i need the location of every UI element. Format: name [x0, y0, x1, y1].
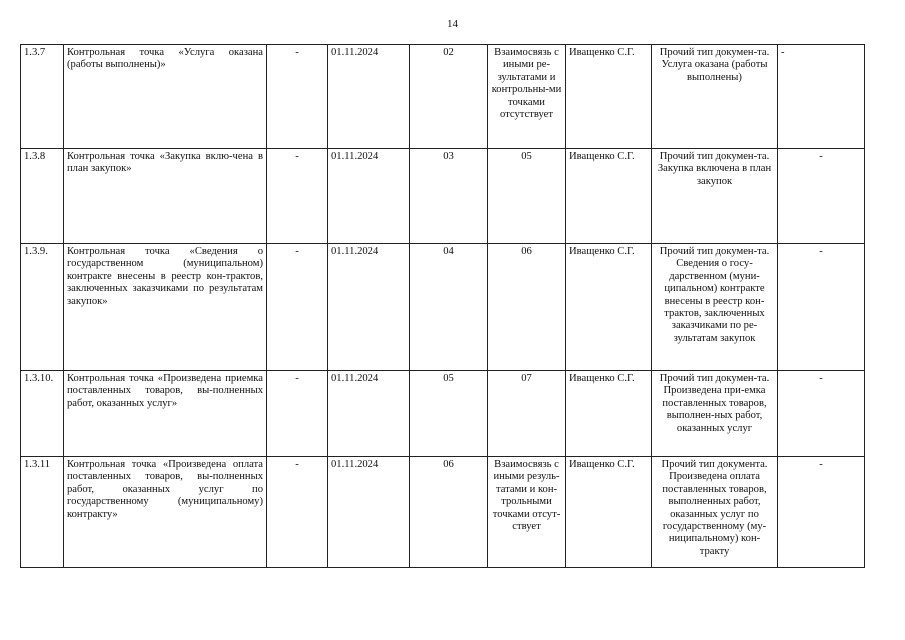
- document-type: Прочий тип докумен-та. Произведена при-емка поставленных товаров, выполнен-ных работ, оказанных услуг: [652, 371, 778, 457]
- control-points-table: [20, 44, 865, 568]
- row-number: 1.3.11: [21, 457, 64, 568]
- base-value-cell: -: [267, 149, 328, 244]
- information-system-cell: -: [778, 45, 865, 149]
- deadline-date: 01.11.2024: [328, 244, 410, 371]
- document-type: Прочий тип докумен-та. Закупка включена в план закупок: [652, 149, 778, 244]
- row-number: 1.3.9.: [21, 244, 64, 371]
- row-number: 1.3.8: [21, 149, 64, 244]
- control-point-name: Контрольная точка «Произведена приемка поставленных товаров, вы-полненных работ, оказанных услуг»: [64, 371, 267, 457]
- row-number: 1.3.7: [21, 45, 64, 149]
- relation-cell: 06: [488, 244, 566, 371]
- document-type: Прочий тип документа. Произведена оплата поставленных товаров, выполненных работ, оказанных услуг по государственному (му-ниципальному) кон-тракту: [652, 457, 778, 568]
- page-number: 14: [447, 18, 458, 30]
- table-row: [21, 149, 865, 244]
- control-point-name: Контрольная точка «Услуга оказана (работы выполнены)»: [64, 45, 267, 149]
- deadline-date: 01.11.2024: [328, 457, 410, 568]
- control-point-code: 02: [410, 45, 488, 149]
- responsible-person: Иващенко С.Г.: [566, 244, 652, 371]
- document-type: Прочий тип докумен-та. Сведения о госу-дарственном (муни-ципальном) контракте внесены в реестр кон-трактов, заключенных заказчиками по ре-зультатам закупок: [652, 244, 778, 371]
- base-value-cell: -: [267, 45, 328, 149]
- document-type: Прочий тип докумен-та. Услуга оказана (работы выполнены): [652, 45, 778, 149]
- control-point-code: 03: [410, 149, 488, 244]
- deadline-date: 01.11.2024: [328, 45, 410, 149]
- deadline-date: 01.11.2024: [328, 371, 410, 457]
- responsible-person: Иващенко С.Г.: [566, 457, 652, 568]
- control-point-name: Контрольная точка «Произведена оплата поставленных товаров, вы-полненных работ, оказанных услуг по государственному (муниципальному) контракту»: [64, 457, 267, 568]
- control-point-name: Контрольная точка «Сведения о государственном (муниципальном) контракте внесены в реестр кон-трактов, заключенных заказчиками по результатам закупок»: [64, 244, 267, 371]
- relation-cell: 05: [488, 149, 566, 244]
- control-point-code: 04: [410, 244, 488, 371]
- base-value-cell: -: [267, 457, 328, 568]
- control-point-code: 05: [410, 371, 488, 457]
- information-system-cell: -: [778, 371, 865, 457]
- relation-cell: Взаимосвязь с иными резуль-татами и кон-трольными точками отсут-ствует: [488, 457, 566, 568]
- control-point-name: Контрольная точка «Закупка вклю-чена в план закупок»: [64, 149, 267, 244]
- table-row: [21, 457, 865, 568]
- responsible-person: Иващенко С.Г.: [566, 45, 652, 149]
- base-value-cell: -: [267, 371, 328, 457]
- responsible-person: Иващенко С.Г.: [566, 371, 652, 457]
- table-row: [21, 244, 865, 371]
- relation-cell: Взаимосвязь с иными ре-зультатами и контрольны-ми точками отсутствует: [488, 45, 566, 149]
- information-system-cell: -: [778, 457, 865, 568]
- deadline-date: 01.11.2024: [328, 149, 410, 244]
- control-point-code: 06: [410, 457, 488, 568]
- relation-cell: 07: [488, 371, 566, 457]
- base-value-cell: -: [267, 244, 328, 371]
- information-system-cell: -: [778, 149, 865, 244]
- row-number: 1.3.10.: [21, 371, 64, 457]
- table-row: [21, 371, 865, 457]
- table-row: [21, 45, 865, 149]
- responsible-person: Иващенко С.Г.: [566, 149, 652, 244]
- information-system-cell: -: [778, 244, 865, 371]
